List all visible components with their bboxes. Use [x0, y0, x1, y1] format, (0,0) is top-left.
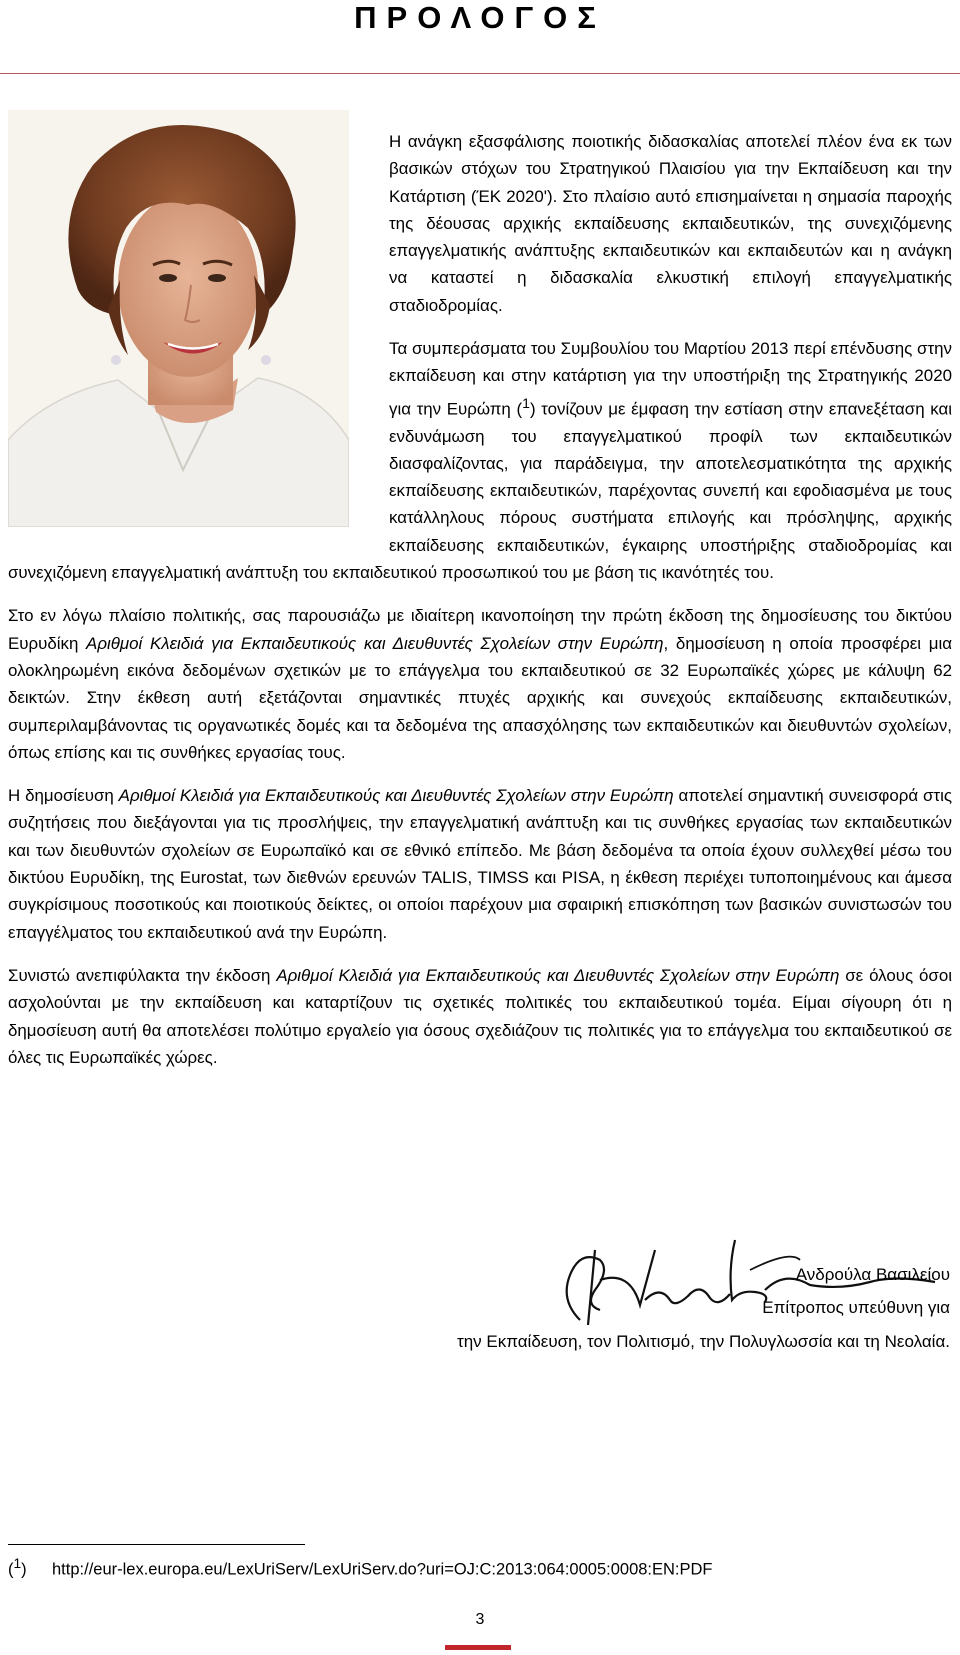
footnote-reference: 1	[522, 394, 530, 411]
portrait-spacer	[8, 128, 389, 544]
paragraph-text: Η δημοσίευση	[8, 786, 119, 806]
publication-title: Αριθμοί Κλειδιά για Εκπαιδευτικούς και Διευθυντές Σχολείων στην Ευρώπη	[118, 786, 674, 806]
paragraph-text: αποτελεί σημαντική συνεισφορά στις συζητήσεις που διεξάγονται για τις προσλήψεις, την επαγγελματική ανάπτυξη και τις συνθήκες εργασίας των εκπαιδευτικών και των διευθυντών σχολείων σε Ευρωπαϊκό και σε εθνικό επίπεδο. Με βάση δεδομένα τα οποία έχουν συλλεχθεί μέσω του δικτύου Ευρυδίκη, της Eurostat, των διεθνών ερευνών TALIS, TIMSS και PISA, η έκθεση περιέχει τυποποιημένους και άμεσα συγκρίσιμους ποσοτικούς και ποιοτικούς δείκτες, οι οποίοι παρέχουν μια σφαιρική επισκόπηση των βασικών συνιστωσών του επαγγέλματος του εκπαιδευτικού ανά την Ευρώπη.	[8, 786, 952, 942]
paragraph	[8, 962, 952, 1071]
paragraph-text: ) τονίζουν με έμφαση την εστίαση στην επανεξέταση και ενδυνάμωση του επαγγελματικού προφίλ των εκπαιδευτικών διασφαλίζοντας, για παράδειγμα, την αποτελεσματικότητα της αρχικής εκπαίδευσης εκπαιδευτικών, παρέχοντας συνεπή και εφοδιασμένα με τους κατάλληλους πόρους συστήματα επιλογής και πρόσληψης, αρχικής εκπαίδευσης εκπαιδευτικών, έγκαιρης υποστήριξης σταδιοδρομίας και συνεχιζόμενη επαγγελματική ανάπτυξη του εκπαιδευτικού προσωπικού του με βάση τις ικανότητές του.	[8, 399, 952, 583]
page-number: 3	[475, 1611, 485, 1628]
paragraph-text: Η ανάγκη εξασφάλισης ποιοτικής διδασκαλίας αποτελεί πλέον ένα εκ των βασικών στόχων του Στρατηγικού Πλαισίου για την Εκπαίδευση και την Κατάρτιση (ΈΚ 2020'). Στο πλαίσιο αυτό επισημαίνεται η σημασία παροχής της δέουσας αρχικής εκπαίδευσης εκπαιδευτικών, της συνεχιζόμενης επαγγελματικής ανάπτυξης εκπαιδευτικών και εκπαιδευτών και η ανάγκη να καταστεί η διδασκαλία ελκυστική επιλογή επαγγελματικής σταδιοδρομίας.	[389, 132, 952, 315]
signature-portfolio: την Εκπαίδευση, τον Πολιτισμό, την Πολυγλωσσία και τη Νεολαία.	[457, 1332, 950, 1351]
paragraph-text: Συνιστώ ανεπιφύλακτα την έκδοση	[8, 965, 277, 985]
paragraph	[8, 782, 952, 946]
footnote-link[interactable]: http://eur-lex.europa.eu/LexUriServ/LexUriServ.do?uri=OJ:C:2013:064:0005:0008:EN:PDF	[52, 1560, 713, 1579]
title-divider	[0, 73, 960, 74]
signature-role: Επίτροπος υπεύθυνη για	[762, 1298, 950, 1317]
page-number-bar	[445, 1645, 511, 1650]
paragraph	[8, 128, 952, 319]
paragraph-text: Τα συμπεράσματα του Συμβουλίου του Μαρτίου 2013 περί επένδυσης στην εκπαίδευση και στην κατάρτιση για την υποστήριξη της Στρατηγικής 2020 για την Ευρώπη (	[389, 339, 952, 419]
paragraph	[8, 602, 952, 766]
footnote-marker: ($^1$)	[8, 1556, 27, 1579]
page-title: ΠΡΟΛΟΓΟΣ	[354, 0, 606, 35]
paragraph-text: Στο εν λόγω πλαίσιο πολιτικής, σας παρουσιάζω με ιδιαίτερη ικανοποίηση την πρώτη έκδοση της δημοσίευσης του δικτύου Ευρυδίκη	[8, 606, 952, 653]
signature-name: Ανδρούλα Βασιλείου	[795, 1265, 950, 1284]
preface-body	[8, 128, 952, 1071]
footnote	[8, 1557, 713, 1578]
paragraph-text: σε όλους όσοι ασχολούνται με την εκπαίδευση και καταρτίζουν τις σχετικές πολιτικές του εκπαιδευτικού τομέα. Είμαι σίγουρη ότι η δημοσίευση αυτή θα αποτελέσει πολύτιμο εργαλείο για όσους σχεδιάζουν τις πολιτικές για το επάγγελμα του εκπαιδευτικού σε όλες τις Ευρωπαϊκές χώρες.	[8, 965, 952, 1067]
paragraph-text: , δημοσίευση η οποία προσφέρει μια ολοκληρωμένη εικόνα δεδομένων σχετικών με το επάγγελμα του εκπαιδευτικού σε 32 Ευρωπαϊκές χώρες με κάλυψη 62 δεικτών. Στην έκθεση αυτή εξετάζονται σημαντικές πτυχές αρχικής και συνεχούς εκπαίδευσης εκπαιδευτικών, συμπεριλαμβάνοντας τις οργανωτικές δομές και τα δεδομένα της απασχόλησης των εκπαιδευτικών και διευθυντών σχολείων, όπως επίσης και τις συνθήκες εργασίας τους.	[8, 633, 952, 762]
publication-title: Αριθμοί Κλειδιά για Εκπαιδευτικούς και Διευθυντές Σχολείων στην Ευρώπη	[86, 633, 664, 653]
footnote-divider	[8, 1544, 305, 1545]
handwritten-signature	[540, 1230, 950, 1345]
publication-title: Αριθμοί Κλειδιά για Εκπαιδευτικούς και Διευθυντές Σχολείων στην Ευρώπη	[276, 965, 840, 985]
footnote-number: 1	[13, 1556, 22, 1571]
